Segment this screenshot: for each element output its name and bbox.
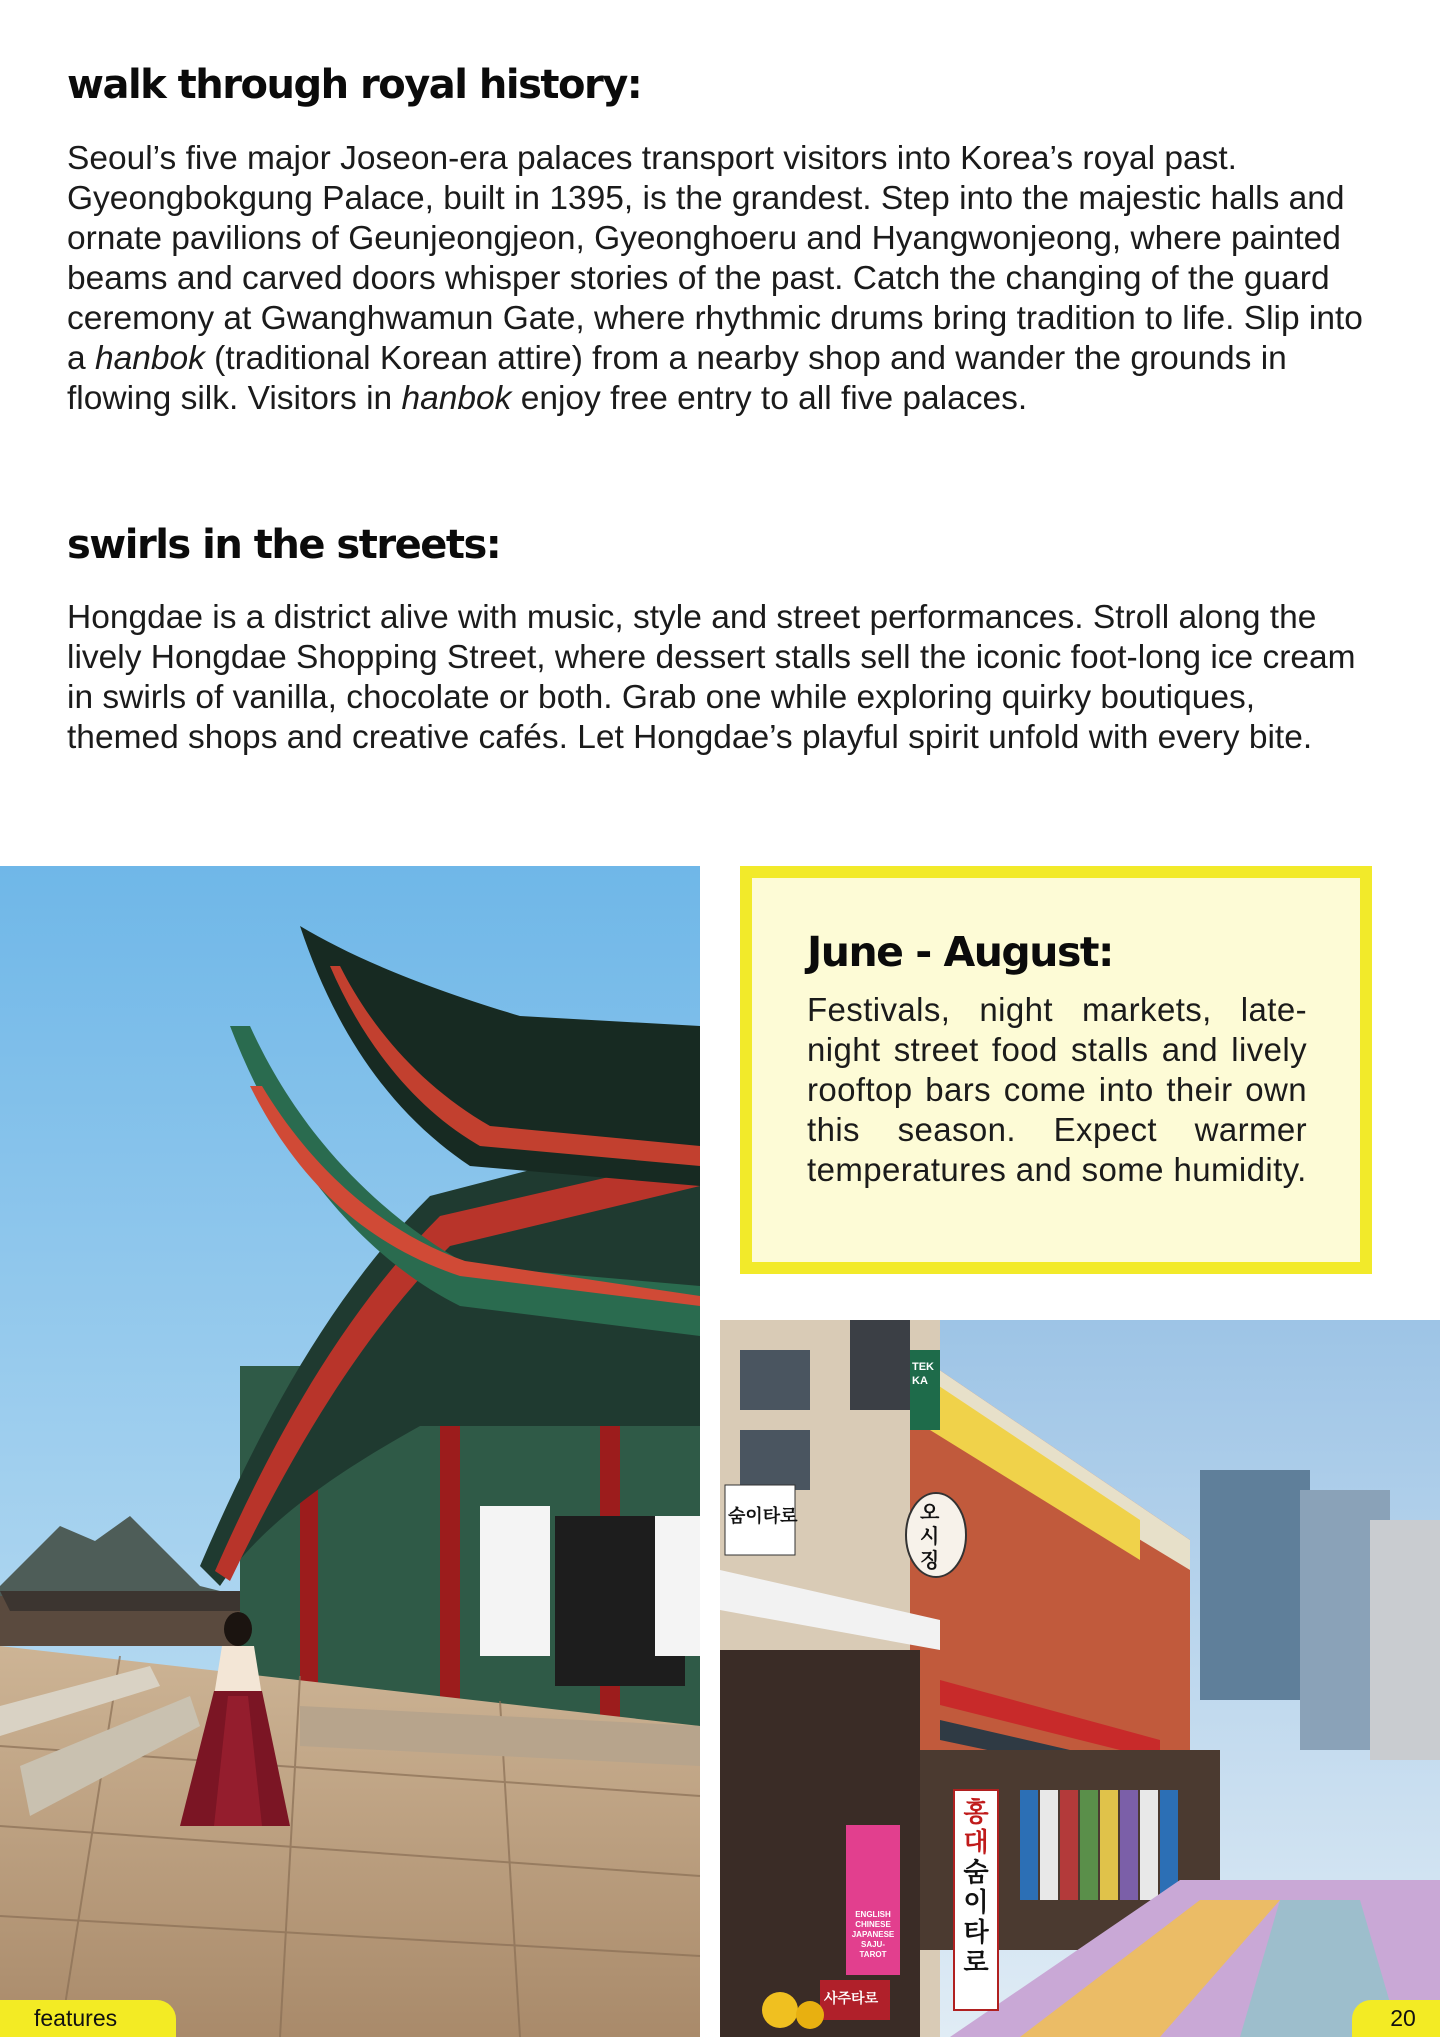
street-illustration: [720, 1320, 1440, 2037]
callout-title: June - August:: [807, 928, 1113, 976]
hongdae-sign-bottom: 숨이타로: [963, 1858, 989, 1978]
palace-photo: [0, 866, 700, 2037]
section-heading-streets: swirls in the streets:: [67, 522, 501, 568]
royal-history-text-1: Seoul’s five major Joseon-era palaces transport visitors into Korea’s royal past. Gyeongbokgung Palace, built in 1395, is the grandest. Step into the majestic halls and ornate pavilions of Geunjeongjeon, Gyeonghoeru and Hyangwonjeong, where painted beams and carved doors whisper stories of the past. Catch the changing of the guard ceremony at Gwanghwamun Gate, where rhythmic drums bring tradition to life. Slip into a: [67, 140, 1363, 377]
hanbok-term-2: hanbok: [401, 380, 512, 417]
street-sign-1: 숨이타로: [728, 1506, 798, 1527]
hanbok-term-1: hanbok: [94, 340, 205, 377]
hongdae-sign: [958, 1798, 994, 1978]
palace-illustration: [0, 866, 700, 2037]
tarot-sign: ENGLISH CHINESE JAPANESE SAJU-TAROT: [851, 1910, 895, 1959]
hongdae-street-photo: [720, 1320, 1440, 2037]
bottom-sign: 사주타로: [824, 1991, 879, 2007]
section-heading-royal-history: walk through royal history:: [67, 62, 642, 108]
season-callout: [740, 866, 1372, 1274]
streets-paragraph: Hongdae is a district alive with music, style and street performances. Stroll along the lively Hongdae Shopping Street, where dessert stalls sell the iconic foot-long ice cream in swirls of vanilla, chocolate or both. Grab one while exploring quirky boutiques, themed shops and creative cafés. Let Hongdae’s playful spirit unfold with every bite.: [67, 599, 1356, 756]
hongdae-sign-top: 홍대: [963, 1798, 989, 1858]
page-number-tab: 20: [1352, 2000, 1440, 2037]
section-label-tab: features: [0, 2000, 176, 2037]
lantern-sign: 오시징: [920, 1500, 940, 1572]
royal-history-text-2: (traditional Korean attire) from a nearby shop and wander the grounds in flowing silk. Visitors in: [67, 340, 1287, 417]
callout-text: Festivals, night markets, late-night street food stalls and lively rooftop bars come into their own this season. Expect warmer temperatures and some humidity.: [807, 991, 1307, 1188]
royal-history-text-3: enjoy free entry to all five palaces.: [511, 380, 1028, 417]
royal-history-paragraph: [67, 139, 1367, 419]
store-sign: TEKKA: [912, 1361, 934, 1387]
